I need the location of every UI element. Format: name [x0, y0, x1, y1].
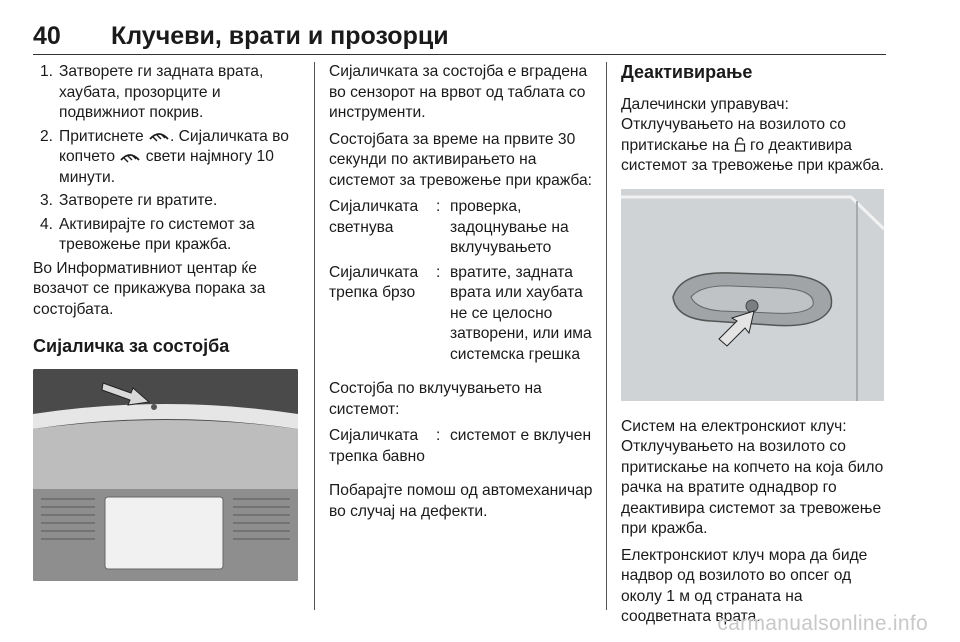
column-3: [621, 62, 891, 634]
defects-paragraph: Побарајте помош од автомеханичар во случај на дефекти.: [329, 482, 593, 520]
column-divider: [606, 62, 607, 610]
column-2: [329, 62, 597, 528]
column-1: [33, 62, 303, 581]
column-divider: [314, 62, 315, 610]
watermark: carmanualsonline.info: [717, 612, 928, 635]
after-on-paragraph: Состојба по вклучувањето на системот:: [329, 380, 542, 418]
key-range-paragraph: Електронскиот клуч мора да биде надвор од возилото во опсег од околу 1 м од страната на соодветната врата.: [621, 546, 868, 625]
page-header: [33, 22, 886, 52]
unlock-icon: [734, 137, 746, 152]
dashboard-drawing: [33, 369, 298, 581]
list-item: 3. Затворете ги вратите.: [40, 192, 218, 209]
list-item: 2. Притиснете . Сијаличката во копчето свети најмногу 10 минути.: [40, 127, 289, 186]
list-item: 1. Затворете ги задната врата, хаубата, прозорците и подвижниот покрив.: [40, 63, 264, 121]
section-heading: Деактивирање: [621, 62, 753, 82]
first-seconds-paragraph: Состојбата за време на првите 30 секунди по активирањето на системот за тревожење при кражба:: [329, 130, 593, 189]
info-paragraph: Во Информативниот центар ќе возачот се прикажува порака за состојбата.: [33, 259, 266, 318]
section-heading: Сијаличка за состојба: [33, 336, 230, 356]
intro-paragraph: Сијаличката за состојба е вградена во сензорот на врвот од таблата со инструменти.: [329, 63, 588, 121]
page-title: Клучеви, врати и прозорци: [111, 22, 449, 50]
list-item: 4. Активирајте го системот за тревожење при кражба.: [40, 215, 255, 253]
remote-paragraph: Далечински управувач: Отклучувањето на возилото со притискање на го деактивира системот за тревожење при кражба.: [621, 95, 885, 174]
dashboard-illustration: [33, 369, 298, 581]
header-rule: [33, 54, 886, 55]
lock-button-icon: [119, 151, 141, 163]
status-table-1: Сијаличката светнува : проверка, задоцнување на вклучувањето Сијаличката трепка брзо : вратите, задната врата или хаубата не се целосно затворени, или има системска грешка: [329, 198, 592, 363]
lock-button-icon: [148, 130, 170, 142]
door-handle-illustration: [621, 189, 884, 401]
steps-list: [33, 62, 303, 256]
door-handle-drawing: [621, 189, 884, 401]
keyless-paragraph: Систем на електронскиот клуч: Отклучувањето на возилото со притискање на копчето на која било рачка на вратите однадвор го деактивира системот за тревожење при кражба.: [621, 417, 884, 537]
status-table-2: Сијаличката трепка бавно : системот е вклучен: [329, 427, 592, 465]
page-number: 40: [33, 22, 61, 50]
